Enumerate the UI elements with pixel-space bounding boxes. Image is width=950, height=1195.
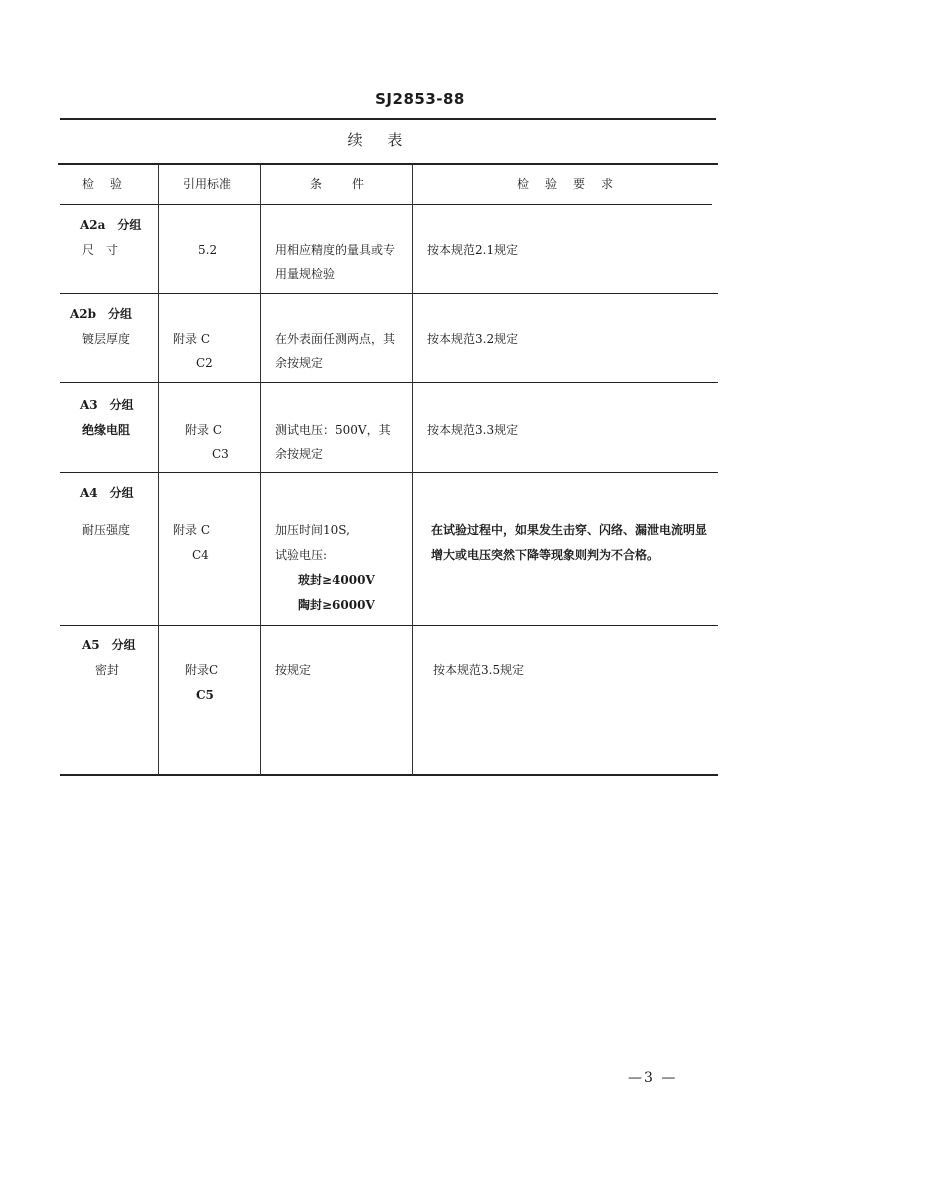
- table-row-group: A5 分组: [82, 638, 136, 652]
- table-row-condition-line: 余按规定: [275, 356, 324, 370]
- table-row-group: A2a 分组: [80, 218, 142, 232]
- column-divider: [412, 165, 413, 775]
- table-row-standard-sub: C3: [212, 447, 229, 461]
- table-row-requirement: 增大或电压突然下降等现象则判为不合格。: [431, 548, 660, 562]
- table-row-requirement: 按本规范2.1规定: [427, 243, 519, 257]
- column-divider: [158, 165, 159, 775]
- table-row-condition-line: 陶封≥6000V: [298, 598, 375, 612]
- table-row-standard-sub: C4: [192, 548, 209, 562]
- table-row-condition-line: 在外表面任测两点，其: [275, 332, 396, 346]
- top-rule: [60, 118, 716, 120]
- column-divider: [260, 165, 261, 775]
- table-row-condition-line: 测试电压：500V，其: [275, 423, 391, 437]
- table-row-standard: 附录 C: [185, 423, 222, 437]
- column-header-standard: 引用标准: [183, 177, 232, 191]
- table-row-condition-line: 用量规检验: [275, 267, 336, 281]
- table-row-condition-line: 加压时间10S,: [275, 523, 350, 537]
- table-row-condition-line: 按规定: [275, 663, 312, 677]
- table-row-group: A4 分组: [80, 486, 134, 500]
- table-row-item: 镀层厚度: [82, 332, 131, 346]
- table-row-condition-line: 玻封≥4000V: [298, 573, 375, 587]
- table-row-standard-sub: C2: [196, 356, 213, 370]
- column-header-requirement: 检 验 要 求: [517, 177, 616, 191]
- table-row-requirement: 在试验过程中，如果发生击穿、闪络、漏泄电流明显: [431, 523, 708, 537]
- table-row-standard: 附录 C: [173, 523, 210, 537]
- page-number: —3 —: [628, 1070, 678, 1086]
- table-row-condition-line: 用相应精度的量具或专: [275, 243, 396, 257]
- table-row-standard-sub: C5: [196, 688, 214, 702]
- table-row-requirement: 按本规范3.2规定: [427, 332, 519, 346]
- table-row-standard: 附录 C: [173, 332, 210, 346]
- column-header-condition: 条 件: [310, 177, 367, 191]
- table-row-group: A3 分组: [80, 398, 134, 412]
- table-top-rule: [58, 163, 718, 165]
- document-code: SJ2853-88: [375, 90, 465, 108]
- table-row-condition-line: 余按规定: [275, 447, 324, 461]
- table-row-requirement: 按本规范3.3规定: [427, 423, 519, 437]
- table-row-requirement: 按本规范3.5规定: [433, 663, 525, 677]
- table-row-item: 尺 寸: [82, 243, 119, 257]
- column-header-inspection: 检 验: [82, 177, 125, 191]
- continued-table-title: 续 表: [347, 131, 413, 149]
- table-row-item: 耐压强度: [82, 523, 131, 537]
- table-row-group: A2b 分组: [70, 307, 133, 321]
- table-row-condition-line: 试验电压:: [275, 548, 328, 562]
- table-row-item: 密封: [95, 663, 120, 677]
- table-row-standard: 5.2: [198, 243, 218, 257]
- table-row-item: 绝缘电阻: [82, 423, 131, 437]
- table-row-standard: 附录C: [185, 663, 219, 677]
